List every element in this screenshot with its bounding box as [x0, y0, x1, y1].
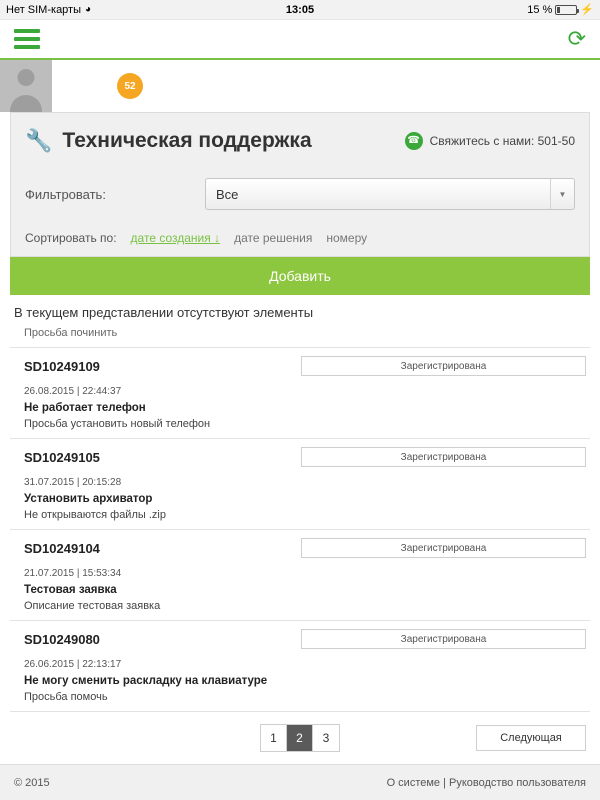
refresh-icon[interactable]: ⟳	[567, 26, 586, 51]
page-number-group	[260, 724, 340, 752]
table-row[interactable]	[10, 347, 590, 438]
sort-option-number[interactable]: номеру	[326, 231, 368, 245]
ticket-description: Не открываются файлы .zip	[24, 509, 166, 521]
empty-view-message: В текущем представлении отсутствуют элементы	[14, 305, 314, 320]
page-title: Техническая поддержка	[62, 128, 312, 152]
app-bar	[0, 20, 600, 60]
sort-row	[10, 220, 590, 257]
next-page-button[interactable]: Следующая	[476, 725, 586, 751]
battery-percent-label: 15 %	[527, 3, 553, 16]
ticket-title: Установить архиватор	[24, 493, 153, 505]
contact-info[interactable]	[405, 132, 575, 150]
battery-icon	[555, 5, 577, 15]
hamburger-menu-icon[interactable]	[14, 29, 40, 49]
ticket-description: Просьба установить новый телефон	[24, 418, 211, 430]
status-badge: Зарегистрирована	[301, 356, 586, 376]
ticket-description: Описание тестовая заявка	[24, 600, 161, 612]
ticket-date: 26.06.2015 | 22:13:17	[24, 659, 122, 670]
page-button-2[interactable]: 2	[287, 725, 313, 751]
notification-badge[interactable]: 52	[117, 73, 143, 99]
charging-icon: ⚡	[580, 4, 594, 16]
clock-label: 13:05	[285, 3, 315, 16]
filter-label: Фильтровать:	[25, 186, 106, 202]
ticket-header	[24, 538, 586, 558]
ticket-title: Не работает телефон	[24, 402, 146, 414]
phone-icon: ☎	[405, 132, 423, 150]
sort-label: Сортировать по:	[25, 231, 117, 245]
wifi-icon: ◕	[85, 4, 92, 15]
ticket-title: Не могу сменить раскладку на клавиатуре	[24, 675, 268, 687]
ticket-header	[24, 629, 586, 649]
sort-option-created-date[interactable]: дате создания ↓	[130, 231, 221, 245]
ticket-id: SD10249104	[24, 540, 100, 556]
ticket-date: 26.08.2015 | 22:44:37	[24, 386, 122, 397]
status-badge: Зарегистрирована	[301, 538, 586, 558]
ticket-id: SD10249105	[24, 449, 100, 465]
page-button-3[interactable]: 3	[313, 725, 339, 751]
filter-selected-value: Все	[216, 186, 239, 202]
user-bar	[0, 60, 600, 112]
ios-status-bar	[0, 0, 600, 20]
ticket-header	[24, 447, 586, 467]
ticket-description: Просьба помочь	[24, 691, 108, 703]
status-right	[527, 3, 594, 16]
page-button-1[interactable]: 1	[261, 725, 287, 751]
footer	[0, 764, 600, 800]
panel-header	[10, 112, 590, 168]
filter-row	[10, 168, 590, 220]
wrench-icon: 🔧	[25, 127, 53, 153]
ticket-id: SD10249109	[24, 358, 100, 374]
status-badge: Зарегистрирована	[301, 447, 586, 467]
chevron-down-icon: ▼	[550, 179, 574, 209]
add-button[interactable]: Добавить	[10, 257, 590, 295]
filter-select[interactable]	[205, 178, 575, 210]
table-row[interactable]	[10, 529, 590, 620]
copyright-label: © 2015	[14, 776, 50, 789]
ticket-title: Тестовая заявка	[24, 584, 117, 596]
page-content	[0, 112, 600, 764]
avatar[interactable]	[0, 60, 52, 112]
carrier-label: Нет SIM-карты	[6, 3, 82, 16]
ticket-date: 31.07.2015 | 20:15:28	[24, 477, 122, 488]
table-row[interactable]	[10, 620, 590, 711]
footer-links[interactable]: О системе | Руководство пользователя	[386, 776, 586, 789]
ticket-id: SD10249080	[24, 631, 100, 647]
status-badge: Зарегистрирована	[301, 629, 586, 649]
ticket-header	[24, 356, 586, 376]
table-row[interactable]	[10, 438, 590, 529]
pagination	[10, 711, 590, 764]
sort-option-resolution-date[interactable]: дате решения	[234, 231, 313, 245]
contact-label: Свяжитесь с нами: 501-50	[429, 133, 575, 148]
empty-view-submessage: Просьба починить	[24, 327, 118, 339]
ticket-date: 21.07.2015 | 15:53:34	[24, 568, 122, 579]
